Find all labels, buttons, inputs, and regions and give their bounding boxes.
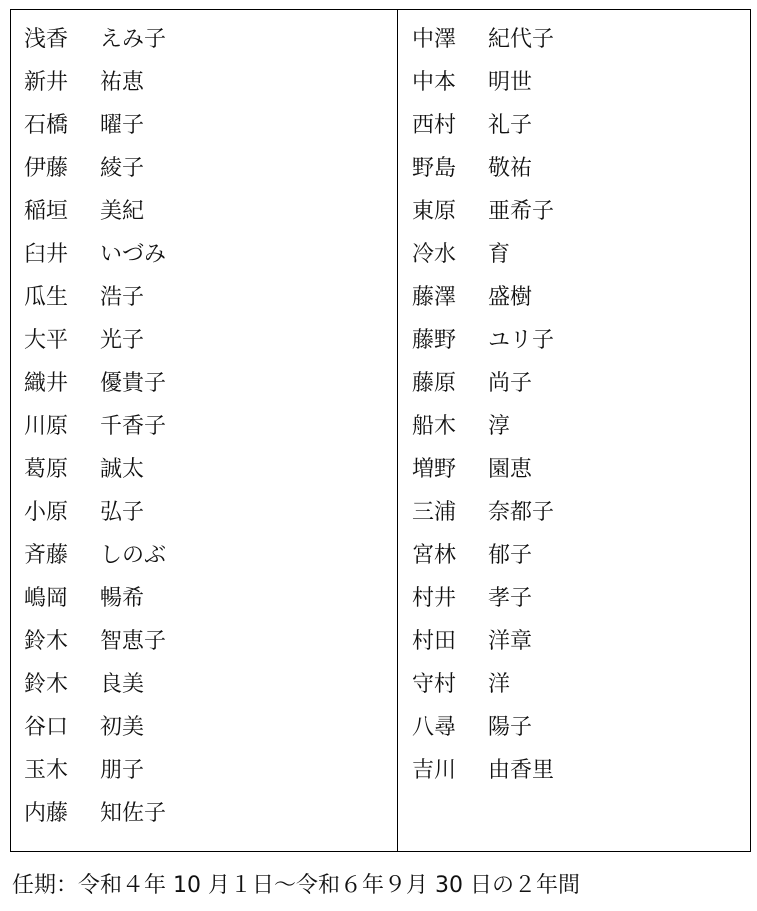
member-surname: 藤原 — [412, 371, 457, 396]
member-surname: 守村 — [412, 672, 457, 697]
member-given-name: いづみ — [100, 242, 167, 267]
member-surname: 小原 — [24, 500, 69, 525]
member-surname: 新井 — [24, 70, 69, 95]
member-given-name: 美紀 — [100, 199, 145, 224]
member-row — [412, 448, 750, 491]
member-row — [412, 663, 750, 706]
member-given-name: 智恵子 — [100, 629, 167, 654]
member-surname: 西村 — [412, 113, 457, 138]
member-row — [412, 190, 750, 233]
member-row — [412, 706, 750, 749]
member-given-name: 優貴子 — [100, 371, 167, 396]
member-row — [24, 534, 397, 577]
member-surname: 織井 — [24, 371, 69, 396]
member-given-name: 由香里 — [488, 758, 555, 783]
member-row — [24, 362, 397, 405]
member-surname: 吉川 — [412, 758, 457, 783]
member-row — [24, 276, 397, 319]
member-row — [412, 233, 750, 276]
member-row — [412, 362, 750, 405]
member-given-name: 洋 — [488, 672, 511, 697]
member-given-name: 郁子 — [488, 543, 533, 568]
member-surname: 鈴木 — [24, 629, 69, 654]
member-surname: 葛原 — [24, 457, 69, 482]
member-given-name: しのぶ — [100, 543, 167, 568]
member-given-name: 祐恵 — [100, 70, 145, 95]
term-of-office-note: 任期：令和４年 10 月１日～令和６年９月 30 日の２年間 — [12, 873, 580, 898]
member-row — [24, 792, 397, 835]
member-surname: 玉木 — [24, 758, 69, 783]
member-surname: 増野 — [412, 457, 457, 482]
member-row — [24, 706, 397, 749]
member-row — [24, 491, 397, 534]
member-given-name: 弘子 — [100, 500, 145, 525]
member-surname: 船木 — [412, 414, 457, 439]
member-row — [24, 190, 397, 233]
member-given-name: 孝子 — [488, 586, 533, 611]
member-given-name: 洋章 — [488, 629, 533, 654]
member-surname: 八尋 — [412, 715, 457, 740]
member-surname: 中澤 — [412, 27, 457, 52]
member-surname: 藤野 — [412, 328, 457, 353]
member-surname: 村田 — [412, 629, 457, 654]
member-surname: 稲垣 — [24, 199, 69, 224]
member-surname: 村井 — [412, 586, 457, 611]
member-row — [24, 147, 397, 190]
member-given-name: 紀代子 — [488, 27, 555, 52]
member-given-name: 淳 — [488, 414, 511, 439]
member-surname: 宮林 — [412, 543, 457, 568]
member-given-name: 知佐子 — [100, 801, 167, 826]
member-row — [24, 233, 397, 276]
member-given-name: 園恵 — [488, 457, 533, 482]
member-row — [24, 319, 397, 362]
member-row — [412, 749, 750, 792]
member-given-name: 盛樹 — [488, 285, 533, 310]
member-given-name: 光子 — [100, 328, 145, 353]
member-row — [412, 405, 750, 448]
member-given-name: ユリ子 — [488, 328, 555, 353]
member-given-name: 育 — [488, 242, 511, 267]
member-row — [24, 663, 397, 706]
member-given-name: 良美 — [100, 672, 145, 697]
member-given-name: 敬祐 — [488, 156, 533, 181]
member-surname: 嶋岡 — [24, 586, 69, 611]
member-given-name: 明世 — [488, 70, 533, 95]
member-surname: 臼井 — [24, 242, 69, 267]
member-row — [24, 61, 397, 104]
member-row — [24, 749, 397, 792]
member-surname: 藤澤 — [412, 285, 457, 310]
member-surname: 三浦 — [412, 500, 457, 525]
member-surname: 斉藤 — [24, 543, 69, 568]
member-surname: 石橋 — [24, 113, 69, 138]
roster-column-left — [11, 10, 398, 851]
member-row — [412, 620, 750, 663]
member-row — [412, 276, 750, 319]
member-row — [24, 405, 397, 448]
member-row — [24, 104, 397, 147]
member-row — [24, 448, 397, 491]
member-surname: 鈴木 — [24, 672, 69, 697]
member-given-name: 尚子 — [488, 371, 533, 396]
member-given-name: 奈都子 — [488, 500, 555, 525]
member-row — [24, 577, 397, 620]
member-row — [412, 18, 750, 61]
member-row — [24, 18, 397, 61]
member-surname: 内藤 — [24, 801, 69, 826]
member-given-name: 亜希子 — [488, 199, 555, 224]
member-given-name: 初美 — [100, 715, 145, 740]
member-given-name: 誠太 — [100, 457, 145, 482]
member-row — [412, 61, 750, 104]
member-surname: 川原 — [24, 414, 69, 439]
member-surname: 瓜生 — [24, 285, 69, 310]
member-given-name: 朋子 — [100, 758, 145, 783]
member-surname: 冷水 — [412, 242, 457, 267]
member-surname: 伊藤 — [24, 156, 69, 181]
member-roster-table — [10, 9, 751, 852]
member-given-name: 礼子 — [488, 113, 533, 138]
roster-column-right — [398, 10, 750, 851]
member-given-name: えみ子 — [100, 27, 167, 52]
member-row — [412, 147, 750, 190]
member-given-name: 陽子 — [488, 715, 533, 740]
member-given-name: 綾子 — [100, 156, 145, 181]
member-row — [412, 534, 750, 577]
member-surname: 東原 — [412, 199, 457, 224]
member-row — [412, 491, 750, 534]
member-surname: 浅香 — [24, 27, 69, 52]
member-surname: 大平 — [24, 328, 69, 353]
member-given-name: 浩子 — [100, 285, 145, 310]
member-given-name: 千香子 — [100, 414, 167, 439]
member-surname: 谷口 — [24, 715, 69, 740]
member-row — [412, 577, 750, 620]
member-row — [412, 319, 750, 362]
member-row — [24, 620, 397, 663]
member-surname: 野島 — [412, 156, 457, 181]
member-given-name: 曜子 — [100, 113, 145, 138]
member-given-name: 暢希 — [100, 586, 145, 611]
member-row — [412, 104, 750, 147]
member-surname: 中本 — [412, 70, 457, 95]
